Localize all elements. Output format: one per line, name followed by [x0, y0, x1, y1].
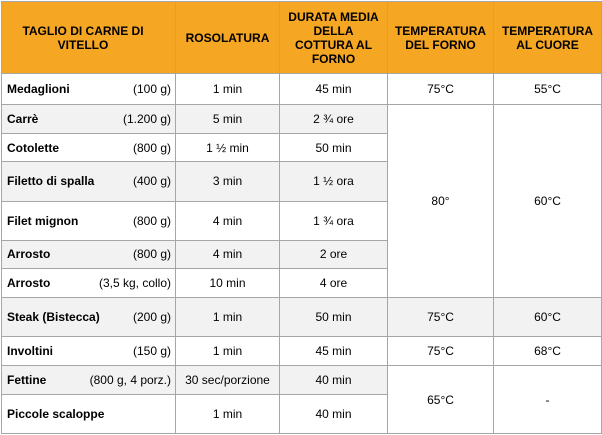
browning-cell: 1 min: [176, 337, 280, 366]
oven-temp-cell: 65°C: [388, 366, 494, 434]
cut-cell: [2, 298, 176, 337]
core-temp-cell: 60°C: [494, 298, 602, 337]
browning-cell: 30 sec/porzione: [176, 366, 280, 395]
cut-weight: (800 g): [132, 140, 171, 155]
duration-cell: 50 min: [280, 133, 388, 162]
cut-name: Medaglioni: [7, 81, 70, 96]
header-core-temp: TEMPERATURA AL CUORE: [494, 2, 602, 74]
table-row: [2, 104, 602, 133]
cut-name: Arrosto: [7, 276, 51, 291]
table-row: [2, 366, 602, 395]
cut-weight: (800 g, 4 porz.): [89, 372, 171, 387]
cut-cell: [2, 74, 176, 105]
duration-cell: 40 min: [280, 394, 388, 433]
cut-name: Cotolette: [7, 140, 59, 155]
cut-cell: [2, 104, 176, 133]
oven-temp-cell: 75°C: [388, 298, 494, 337]
browning-cell: 1 min: [176, 298, 280, 337]
browning-cell: 1 min: [176, 74, 280, 105]
header-row: [2, 2, 602, 74]
cut-weight: (800 g): [132, 213, 171, 228]
cut-weight: (150 g): [132, 344, 171, 359]
cut-cell: [2, 394, 176, 433]
cut-name: Filet mignon: [7, 213, 79, 228]
cut-weight: (3,5 kg, collo): [98, 276, 171, 291]
header-duration: DURATA MEDIA DELLA COTTURA AL FORNO: [280, 2, 388, 74]
table-row: [2, 298, 602, 337]
core-temp-cell: -: [494, 366, 602, 434]
cut-weight: (200 g): [132, 310, 171, 325]
duration-cell: 45 min: [280, 74, 388, 105]
cut-name: Steak (Bistecca): [7, 310, 100, 325]
cut-cell: [2, 201, 176, 240]
cut-cell: [2, 337, 176, 366]
browning-cell: 4 min: [176, 240, 280, 269]
browning-cell: 10 min: [176, 269, 280, 298]
core-temp-cell: 55°C: [494, 74, 602, 105]
cut-cell: [2, 240, 176, 269]
cut-cell: [2, 269, 176, 298]
browning-cell: 1 min: [176, 394, 280, 433]
duration-cell: 40 min: [280, 366, 388, 395]
core-temp-cell: 68°C: [494, 337, 602, 366]
duration-cell: 4 ore: [280, 269, 388, 298]
cut-name: Involtini: [7, 344, 53, 359]
table-row: [2, 74, 602, 105]
oven-temp-cell: 75°C: [388, 337, 494, 366]
browning-cell: 4 min: [176, 201, 280, 240]
oven-temp-cell: 80°: [388, 104, 494, 297]
table-row: [2, 337, 602, 366]
duration-cell: 2 ore: [280, 240, 388, 269]
browning-cell: 5 min: [176, 104, 280, 133]
browning-cell: 1 ½ min: [176, 133, 280, 162]
duration-cell: 45 min: [280, 337, 388, 366]
duration-cell: 1 ¾ ora: [280, 201, 388, 240]
cut-weight: (100 g): [132, 81, 171, 96]
header-browning: ROSOLATURA: [176, 2, 280, 74]
cut-weight: (800 g): [132, 247, 171, 262]
cut-cell: [2, 133, 176, 162]
header-oven-temp: TEMPERATURA DEL FORNO: [388, 2, 494, 74]
cut-name: Piccole scaloppe: [7, 406, 105, 421]
core-temp-cell: 60°C: [494, 104, 602, 297]
cut-name: Arrosto: [7, 247, 51, 262]
browning-cell: 3 min: [176, 162, 280, 201]
oven-temp-cell: 75°C: [388, 74, 494, 105]
cut-name: Fettine: [7, 372, 47, 387]
cut-weight: (400 g): [132, 174, 171, 189]
cooking-table: [1, 1, 602, 434]
cut-cell: [2, 366, 176, 395]
cut-name: Carrè: [7, 111, 39, 126]
cut-cell: [2, 162, 176, 201]
cut-weight: (1.200 g): [122, 111, 171, 126]
duration-cell: 1 ½ ora: [280, 162, 388, 201]
header-cut: TAGLIO DI CARNE DI VITELLO: [2, 2, 176, 74]
duration-cell: 2 ¾ ore: [280, 104, 388, 133]
cut-name: Filetto di spalla: [7, 174, 95, 189]
duration-cell: 50 min: [280, 298, 388, 337]
